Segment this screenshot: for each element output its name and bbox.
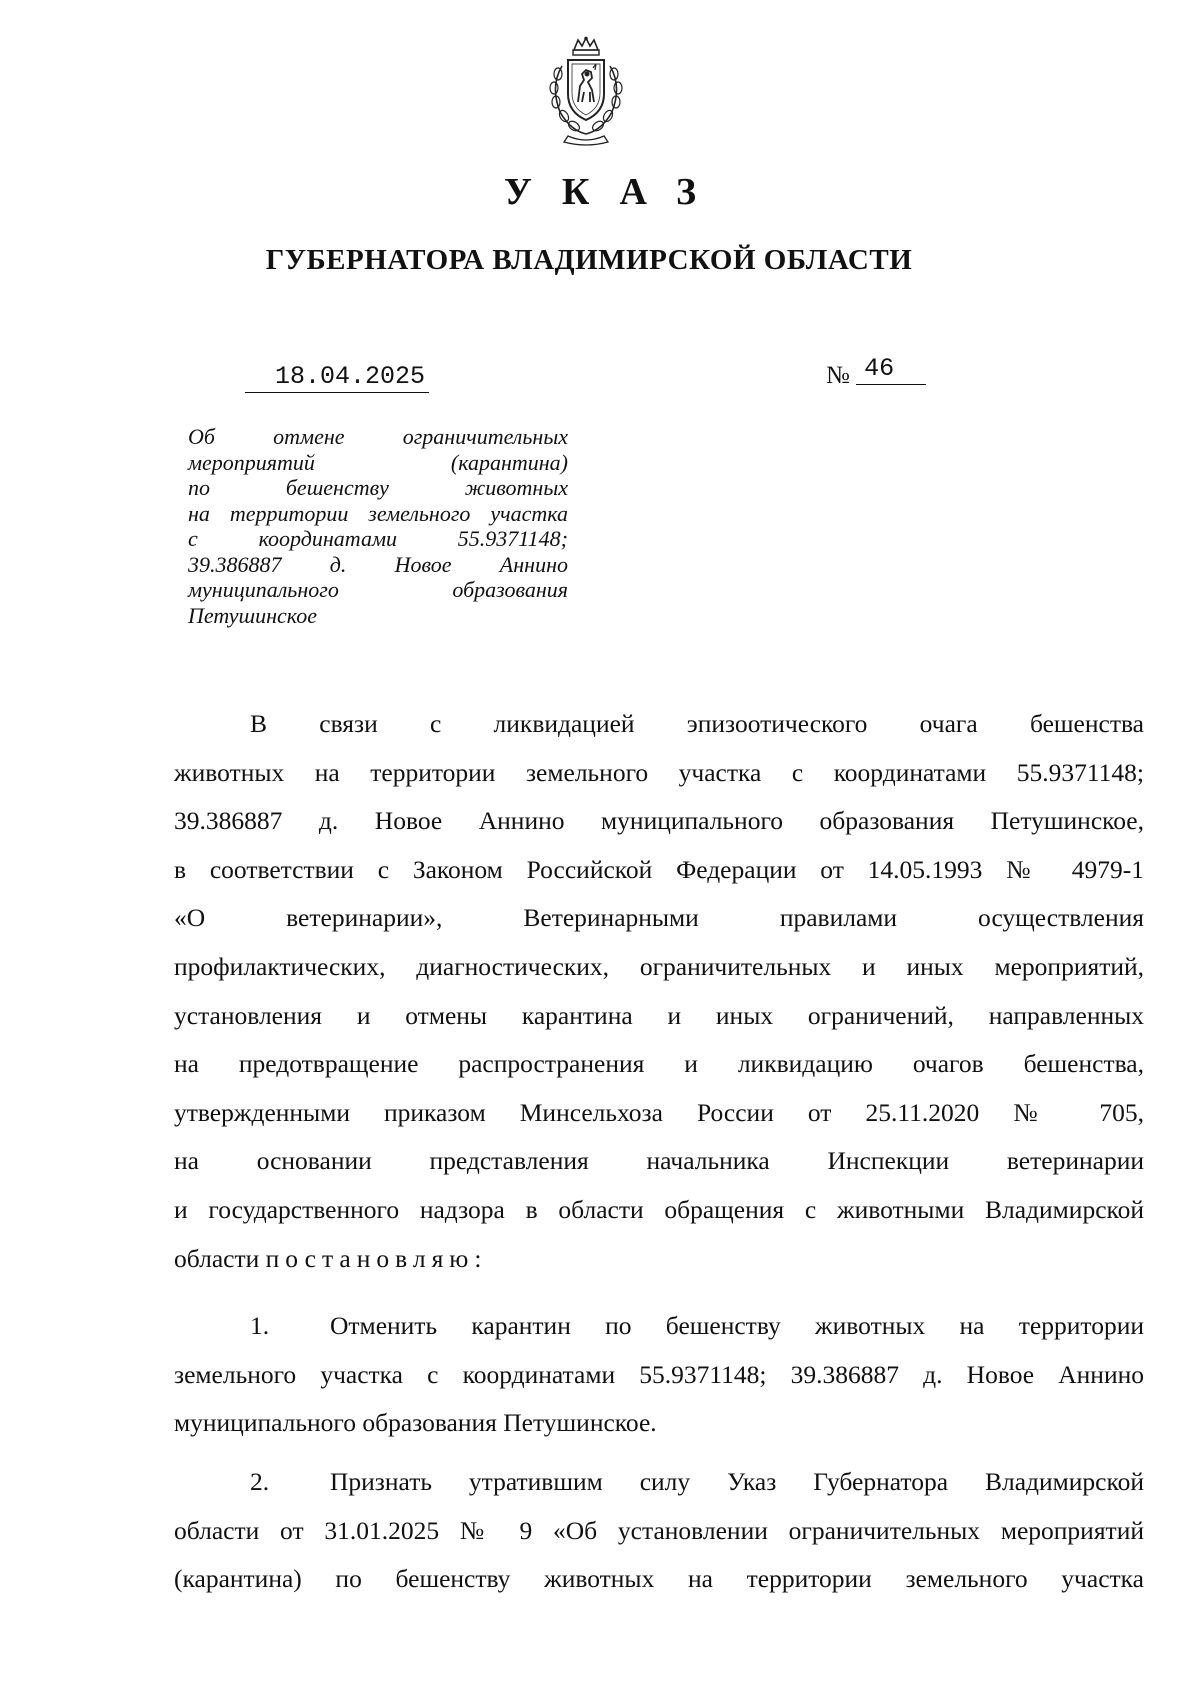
decree-item-2 — [174, 1458, 1144, 1604]
heading-line: Петушинское — [188, 602, 317, 628]
item-line: земельного участка с координатами 55.9371148; 39.386887 д. Новое Аннино — [174, 1359, 1144, 1389]
item-number: 2. — [250, 1467, 270, 1496]
decree-heading — [188, 424, 568, 628]
preamble-line: 39.386887 д. Новое Аннино муниципального образования Петушинское, — [174, 806, 1144, 836]
decree-item-1 — [174, 1302, 1144, 1448]
document-number — [826, 354, 926, 391]
number-sign: № — [826, 362, 850, 389]
item-text: Признать утратившим силу Указ Губернатора Владимирской — [330, 1467, 1144, 1496]
preamble-final-prefix: области — [174, 1243, 266, 1273]
preamble-line: «О ветеринарии», Ветеринарными правилами осуществления — [174, 903, 1144, 933]
heading-line: 39.386887 д. Новое Аннино — [188, 551, 568, 577]
heading-line: на территории земельного участка — [188, 500, 568, 526]
heading-line: с координатами 55.9371148; — [188, 526, 568, 551]
preamble-line: профилактических, диагностических, ограничительных и иных мероприятий, — [174, 951, 1144, 981]
document-date: 18.04.2025 — [245, 362, 429, 393]
heading-line: муниципального образования — [188, 577, 568, 602]
preamble-line: на предотвращение распространения и ликвидацию очагов бешенства, — [174, 1049, 1144, 1079]
item-line: (карантина) по бешенству животных на территории земельного участка — [174, 1564, 1144, 1594]
heading-line: по бешенству животных — [188, 475, 568, 500]
resolution-word: постановляю: — [265, 1243, 488, 1273]
preamble-line: В связи с ликвидацией эпизоотического очага бешенства — [250, 709, 1144, 738]
item-line — [174, 1458, 1144, 1507]
document-title: УКАЗ — [504, 171, 726, 213]
number-value: 46 — [856, 354, 926, 385]
coat-of-arms-graphic — [538, 36, 634, 146]
coat-of-arms-icon — [538, 36, 634, 146]
preamble-line: и государственного надзора в области обращения с животными Владимирской — [174, 1194, 1144, 1224]
item-line: муниципального образования Петушинское. — [174, 1408, 657, 1438]
item-number: 1. — [250, 1311, 270, 1340]
item-line — [174, 1302, 1144, 1351]
preamble-line: животных на территории земельного участка с координатами 55.9371148; — [174, 757, 1144, 787]
item-text: Отменить карантин по бешенству животных на территории — [330, 1311, 1144, 1340]
item-line: области от 31.01.2025 № 9 «Об установлении ограничительных мероприятий — [174, 1515, 1144, 1545]
heading-line: Об отмене ограничительных — [188, 424, 568, 449]
heading-line: мероприятий (карантина) — [188, 449, 568, 475]
preamble-paragraph — [174, 700, 1144, 1283]
preamble-line: в соответствии с Законом Российской Федерации от 14.05.1993 № 4979-1 — [174, 854, 1144, 884]
preamble-line: установления и отмены карантина и иных ограничений, направленных — [174, 1000, 1144, 1030]
preamble-line: утвержденными приказом Минсельхоза России от 25.11.2020 № 705, — [174, 1097, 1144, 1127]
preamble-line: на основании представления начальника Инспекции ветеринарии — [174, 1146, 1144, 1176]
preamble-line-final — [174, 1235, 1144, 1284]
document-issuer: ГУБЕРНАТОРА ВЛАДИМИРСКОЙ ОБЛАСТИ — [265, 244, 913, 276]
